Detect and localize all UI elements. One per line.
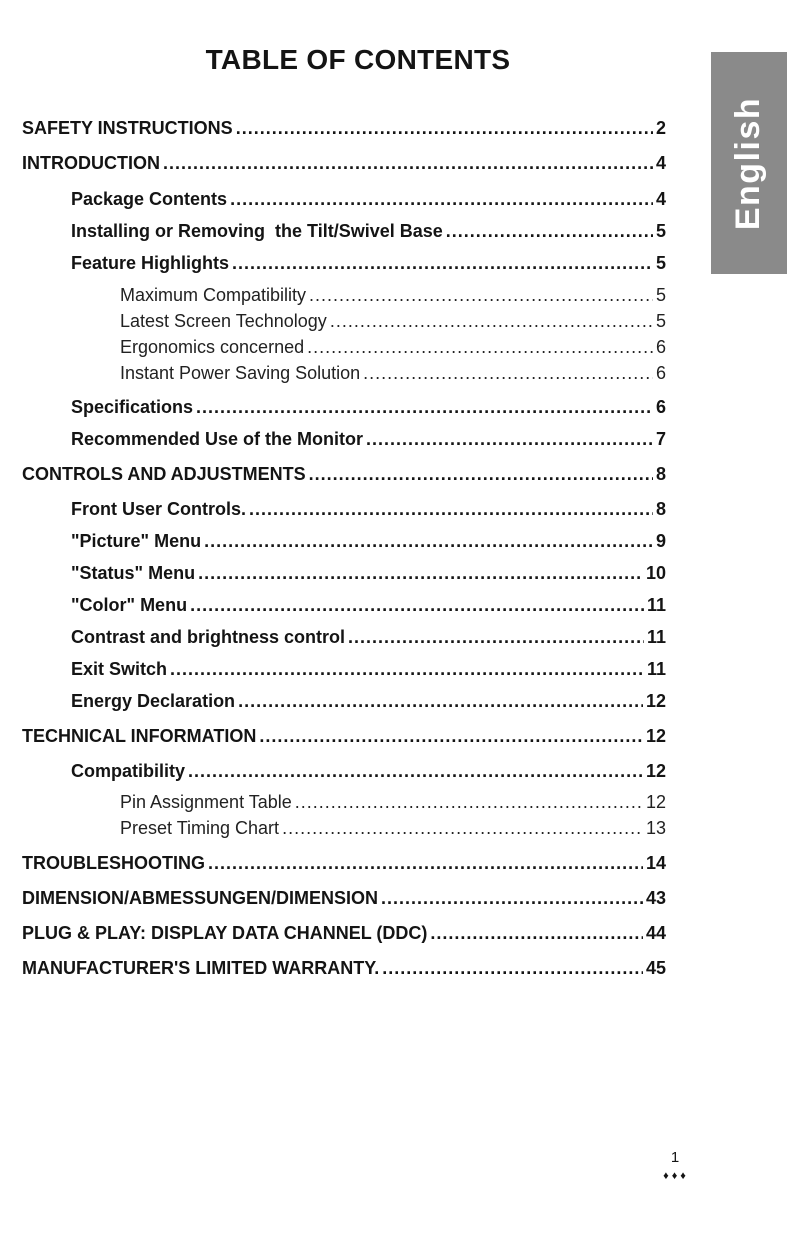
toc-entry-title: Latest Screen Technology: [120, 311, 327, 331]
toc-entry-ergonomics-concerned[interactable]: [120, 337, 666, 358]
toc-entry-title: PLUG & PLAY: DISPLAY DATA CHANNEL (DDC): [22, 923, 428, 943]
leader-dots: [446, 221, 653, 242]
toc-entry-installing-removing-base[interactable]: [71, 221, 666, 242]
toc-entry-specifications[interactable]: [71, 397, 666, 418]
toc-entry-title: Recommended Use of the Monitor: [71, 429, 364, 449]
toc-entry-page: 12: [645, 726, 666, 746]
toc-entry-page: 4: [655, 153, 666, 173]
toc-entry-page: 6: [655, 397, 666, 417]
toc-entry-page: 8: [655, 499, 666, 519]
leader-dots: [249, 499, 653, 520]
toc-entry-title: Pin Assignment Table: [120, 792, 292, 812]
leader-dots: [238, 691, 643, 712]
leader-dots: [366, 429, 653, 450]
leader-dots: [236, 118, 653, 139]
toc-entry-page: 2: [655, 118, 666, 138]
toc-entry-title: Ergonomics concerned: [120, 337, 305, 357]
toc-entry-title: TECHNICAL INFORMATION: [22, 726, 257, 746]
leader-dots: [381, 888, 643, 909]
toc-entry-title: Contrast and brightness control: [71, 627, 346, 647]
toc-entry-front-user-controls[interactable]: [71, 499, 666, 520]
toc-entry-title: Instant Power Saving Solution: [120, 363, 361, 383]
language-tab-label: English: [729, 96, 768, 230]
toc-entry-page: 11: [646, 595, 666, 615]
toc-entry-page: 12: [645, 792, 666, 812]
toc-entry-title: "Color" Menu: [71, 595, 188, 615]
leader-dots: [208, 853, 643, 874]
toc-entry-latest-screen-technology[interactable]: [120, 311, 666, 332]
leader-dots: [307, 337, 653, 358]
toc-entry-page: 9: [655, 531, 666, 551]
toc-entry-title: Package Contents: [71, 189, 228, 209]
leader-dots: [259, 726, 643, 747]
toc-entry-title: "Picture" Menu: [71, 531, 202, 551]
leader-dots: [196, 397, 653, 418]
leader-dots: [170, 659, 644, 680]
toc-entry-plug-and-play[interactable]: [22, 923, 666, 944]
page-title: TABLE OF CONTENTS: [205, 44, 511, 75]
footer-ornament: ♦♦♦: [663, 1170, 689, 1182]
leader-dots: [282, 818, 643, 839]
toc-entry-title: Exit Switch: [71, 659, 168, 679]
toc-entry-pin-assignment-table[interactable]: [120, 792, 666, 813]
toc-entry-page: 44: [645, 923, 666, 943]
leader-dots: [188, 761, 643, 782]
toc-entry-maximum-compatibility[interactable]: [120, 285, 666, 306]
toc-entry-page: 4: [655, 189, 666, 209]
toc-entry-page: 6: [655, 363, 666, 383]
toc-entry-title: Energy Declaration: [71, 691, 236, 711]
leader-dots: [204, 531, 653, 552]
toc-entry-instant-power-saving[interactable]: [120, 363, 666, 384]
toc-entry-page: 45: [645, 958, 666, 978]
toc-entry-title: SAFETY INSTRUCTIONS: [22, 118, 233, 138]
toc-entry-energy-declaration[interactable]: [71, 691, 666, 712]
toc-entry-page: 12: [645, 691, 666, 711]
toc-entry-page: 5: [655, 221, 666, 241]
toc-entry-title: Specifications: [71, 397, 194, 417]
toc-entry-page: 11: [646, 627, 666, 647]
toc-entry-page: 5: [655, 285, 666, 305]
toc-entry-color-menu[interactable]: [71, 595, 666, 616]
toc-entry-troubleshooting[interactable]: [22, 853, 666, 874]
toc-entry-page: 43: [645, 888, 666, 908]
toc-entry-package-contents[interactable]: [71, 189, 666, 210]
toc-entry-dimension[interactable]: [22, 888, 666, 909]
toc-entry-recommended-use[interactable]: [71, 429, 666, 450]
toc-entry-title: Preset Timing Chart: [120, 818, 280, 838]
leader-dots: [295, 792, 643, 813]
toc-entry-compatibility[interactable]: [71, 761, 666, 782]
toc-entry-page: 13: [645, 818, 666, 838]
toc-entry-title: Maximum Compatibility: [120, 285, 307, 305]
toc-entry-page: 14: [645, 853, 666, 873]
toc-entry-title: INTRODUCTION: [22, 153, 160, 173]
leader-dots: [330, 311, 653, 332]
toc-entry-page: 12: [645, 761, 666, 781]
toc-entry-page: 7: [655, 429, 666, 449]
toc-entry-title: Feature Highlights: [71, 253, 230, 273]
toc-entry-title: Installing or Removing the Tilt/Swivel Base: [71, 221, 443, 241]
toc-entry-status-menu[interactable]: [71, 563, 666, 584]
toc-entry-safety-instructions[interactable]: [22, 118, 666, 139]
toc-entry-technical-information[interactable]: [22, 726, 666, 747]
toc-entry-page: 8: [655, 464, 666, 484]
toc-entry-limited-warranty[interactable]: [22, 958, 666, 979]
toc-entry-title: TROUBLESHOOTING: [22, 853, 205, 873]
leader-dots: [163, 153, 653, 174]
toc-entry-page: 10: [645, 563, 666, 583]
leader-dots: [309, 464, 653, 485]
leader-dots: [382, 958, 643, 979]
toc-entry-page: 5: [655, 253, 666, 273]
leader-dots: [230, 189, 653, 210]
toc-entry-introduction[interactable]: [22, 153, 666, 174]
toc-entry-page: 5: [655, 311, 666, 331]
toc-entry-title: DIMENSION/ABMESSUNGEN/DIMENSION: [22, 888, 379, 908]
toc-entry-controls-and-adjustments[interactable]: [22, 464, 666, 485]
toc-entry-title: CONTROLS AND ADJUSTMENTS: [22, 464, 306, 484]
toc-entry-contrast-brightness[interactable]: [71, 627, 666, 648]
leader-dots: [190, 595, 644, 616]
leader-dots: [348, 627, 644, 648]
leader-dots: [363, 363, 653, 384]
toc-entry-title: "Status" Menu: [71, 563, 196, 583]
toc-entry-preset-timing-chart[interactable]: [120, 818, 666, 839]
toc-entry-title: MANUFACTURER'S LIMITED WARRANTY.: [22, 958, 380, 978]
page-number: 1: [670, 1149, 680, 1166]
toc-entry-picture-menu[interactable]: [71, 531, 666, 552]
toc-entry-page: 6: [655, 337, 666, 357]
toc-entry-feature-highlights[interactable]: [71, 253, 666, 274]
leader-dots: [232, 253, 653, 274]
toc-entry-exit-switch[interactable]: [71, 659, 666, 680]
toc-entry-page: 11: [646, 659, 666, 679]
leader-dots: [430, 923, 643, 944]
toc-entry-title: Compatibility: [71, 761, 186, 781]
toc-entry-title: Front User Controls.: [71, 499, 247, 519]
leader-dots: [309, 285, 653, 306]
leader-dots: [198, 563, 643, 584]
